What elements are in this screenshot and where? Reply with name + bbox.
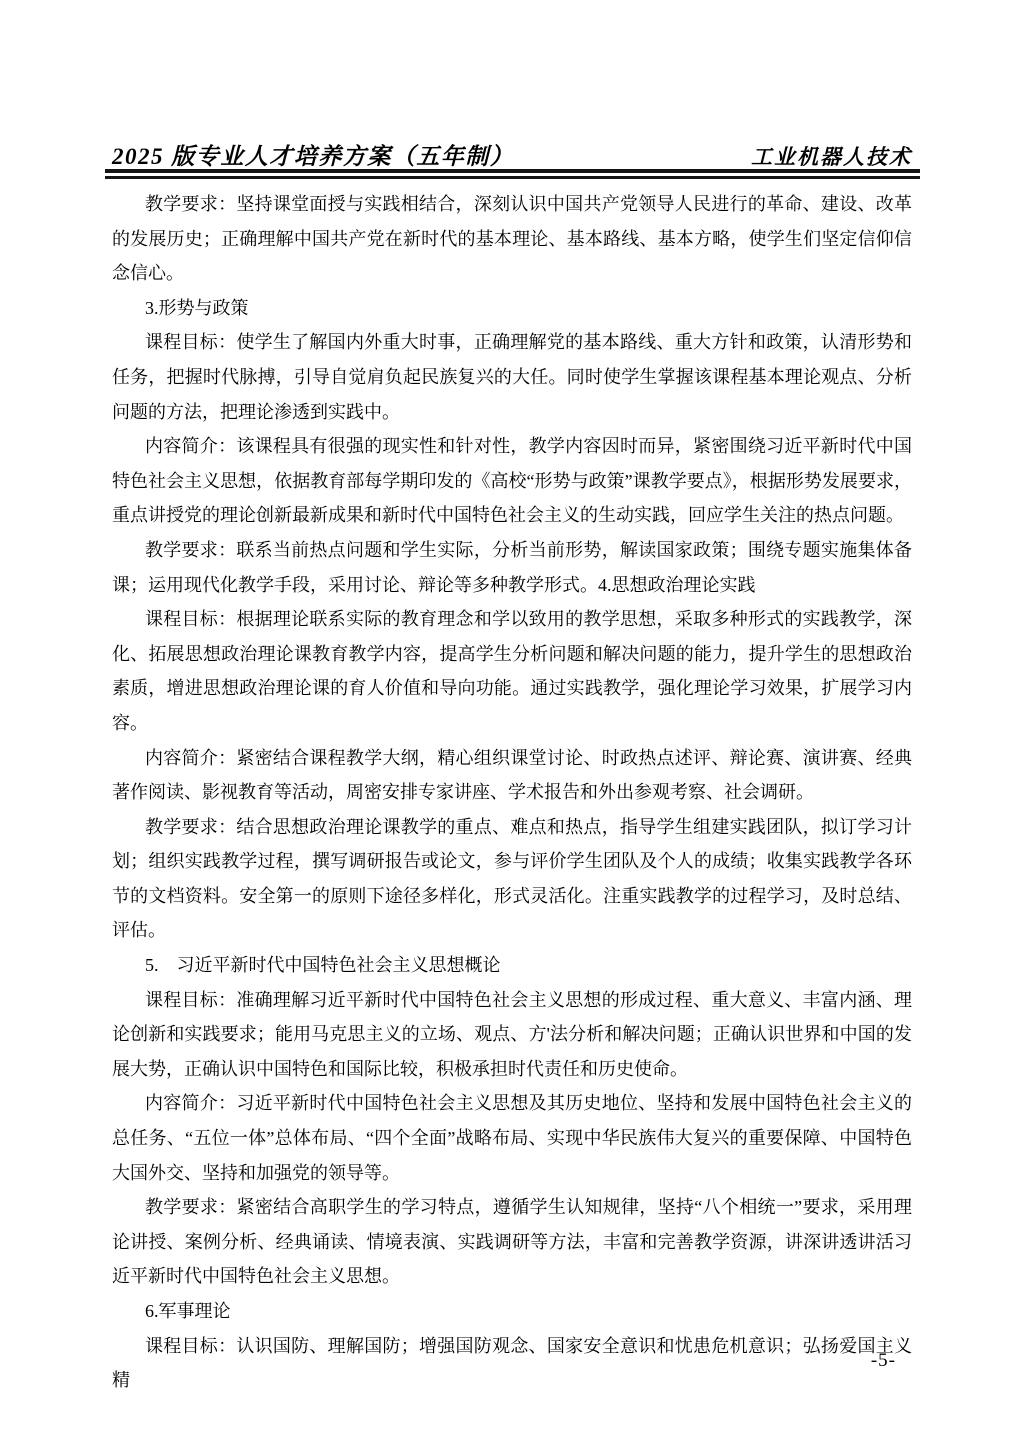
header-left-title: 2025 版专业人才培养方案（五年制） (112, 144, 515, 169)
paragraph-course-goals-4: 课程目标：认识国防、理解国防；增强国防观念、国家安全意识和忧患危机意识；弘扬爱国主义精 (112, 1335, 912, 1391)
page-number: -5- (870, 1350, 896, 1371)
paragraph-content-intro-2: 内容简介：紧密结合课程教学大纲，精心组织课堂讨论、时政热点述评、辩论赛、演讲赛、经典著作阅读、影视教育等活动，周密安排专家讲座、学术报告和外出参观考察、社会调研。 (112, 747, 912, 803)
section-heading-3-situation-policy: 3.形势与政策 (145, 297, 249, 318)
header-right-title: 工业机器人技术 (751, 145, 912, 169)
section-heading-6-military-theory: 6.军事理论 (145, 1301, 231, 1321)
section-heading-5-xi-thought-overview: 5. 习近平新时代中国特色社会主义思想概论 (145, 955, 501, 976)
document-body (112, 187, 912, 1398)
paragraph-teaching-requirements-1: 教学要求：坚持课堂面授与实践相结合，深刻认识中国共产党领导人民进行的革命、建设、改革的发展历史；正确理解中国共产党在新时代的基本理论、基本路线、基本方略，使学生们坚定信仰信念信心。 (112, 194, 912, 284)
paragraph-teaching-requirements-4: 教学要求：紧密结合高职学生的学习特点，遵循学生认知规律，坚持“八个相统一”要求，采用理论讲授、案例分析、经典诵读、情境表演、实践调研等方法，丰富和完善教学资源，讲深讲透讲活习近平新时代中国特色社会主义思想。 (112, 1197, 912, 1287)
paragraph-teaching-requirements-2: 教学要求：联系当前热点问题和学生实际，分析当前形势，解读国家政策；围绕专题实施集体备课；运用现代化教学手段，采用讨论、辩论等多种教学形式。4.思想政治理论实践 (112, 539, 912, 595)
paragraph-course-goals-2: 课程目标：根据理论联系实际的教育理念和学以致用的教学思想，采取多种形式的实践教学，深化、拓展思想政治理论课教育教学内容，提高学生分析问题和解决问题的能力，提升学生的思想政治素质，增进思想政治理论课的育人价值和导向功能。通过实践教学，强化理论学习效果，扩展学习内容。 (112, 609, 912, 733)
page-header (112, 138, 912, 171)
paragraph-teaching-requirements-3: 教学要求：结合思想政治理论课教学的重点、难点和热点，指导学生组建实践团队，拟订学习计划；组织实践教学过程，撰写调研报告或论文，参与评价学生团队及个人的成绩；收集实践教学各环节的文档资料。安全第一的原则下途径多样化，形式灵活化。注重实践教学的过程学习，及时总结、评估。 (112, 816, 912, 941)
paragraph-content-intro-3: 内容简介：习近平新时代中国特色社会主义思想及其历史地位、坚持和发展中国特色社会主义的总任务、“五位一体”总体布局、“四个全面”战略布局、实现中华民族伟大复兴的重要保障、中国特色大国外交、坚持和加强党的领导等。 (112, 1093, 912, 1183)
paragraph-content-intro-1: 内容简介：该课程具有很强的现实性和针对性，教学内容因时而异，紧密围绕习近平新时代中国特色社会主义思想，依据教育部每学期印发的《高校“形势与政策”课教学要点》，根据形势发展要求，重点讲授党的理论创新最新成果和新时代中国特色社会主义的生动实践，回应学生关注的热点问题。 (112, 436, 912, 526)
paragraph-course-goals-1: 课程目标：使学生了解国内外重大时事，正确理解党的基本路线、重大方针和政策，认清形势和任务，把握时代脉搏，引导自觉肩负起民族复兴的大任。同时使学生掌握该课程基本理论观点、分析问题的方法，把理论渗透到实践中。 (112, 332, 912, 422)
paragraph-course-goals-3: 课程目标：准确理解习近平新时代中国特色社会主义思想的形成过程、重大意义、丰富内涵、理论创新和实践要求；能用马克思主义的立场、观点、方'法分析和解决问题；正确认识世界和中国的发展大势，正确认识中国特色和国际比较，积极承担时代责任和历史使命。 (112, 989, 912, 1079)
header-divider-rule (105, 169, 920, 179)
